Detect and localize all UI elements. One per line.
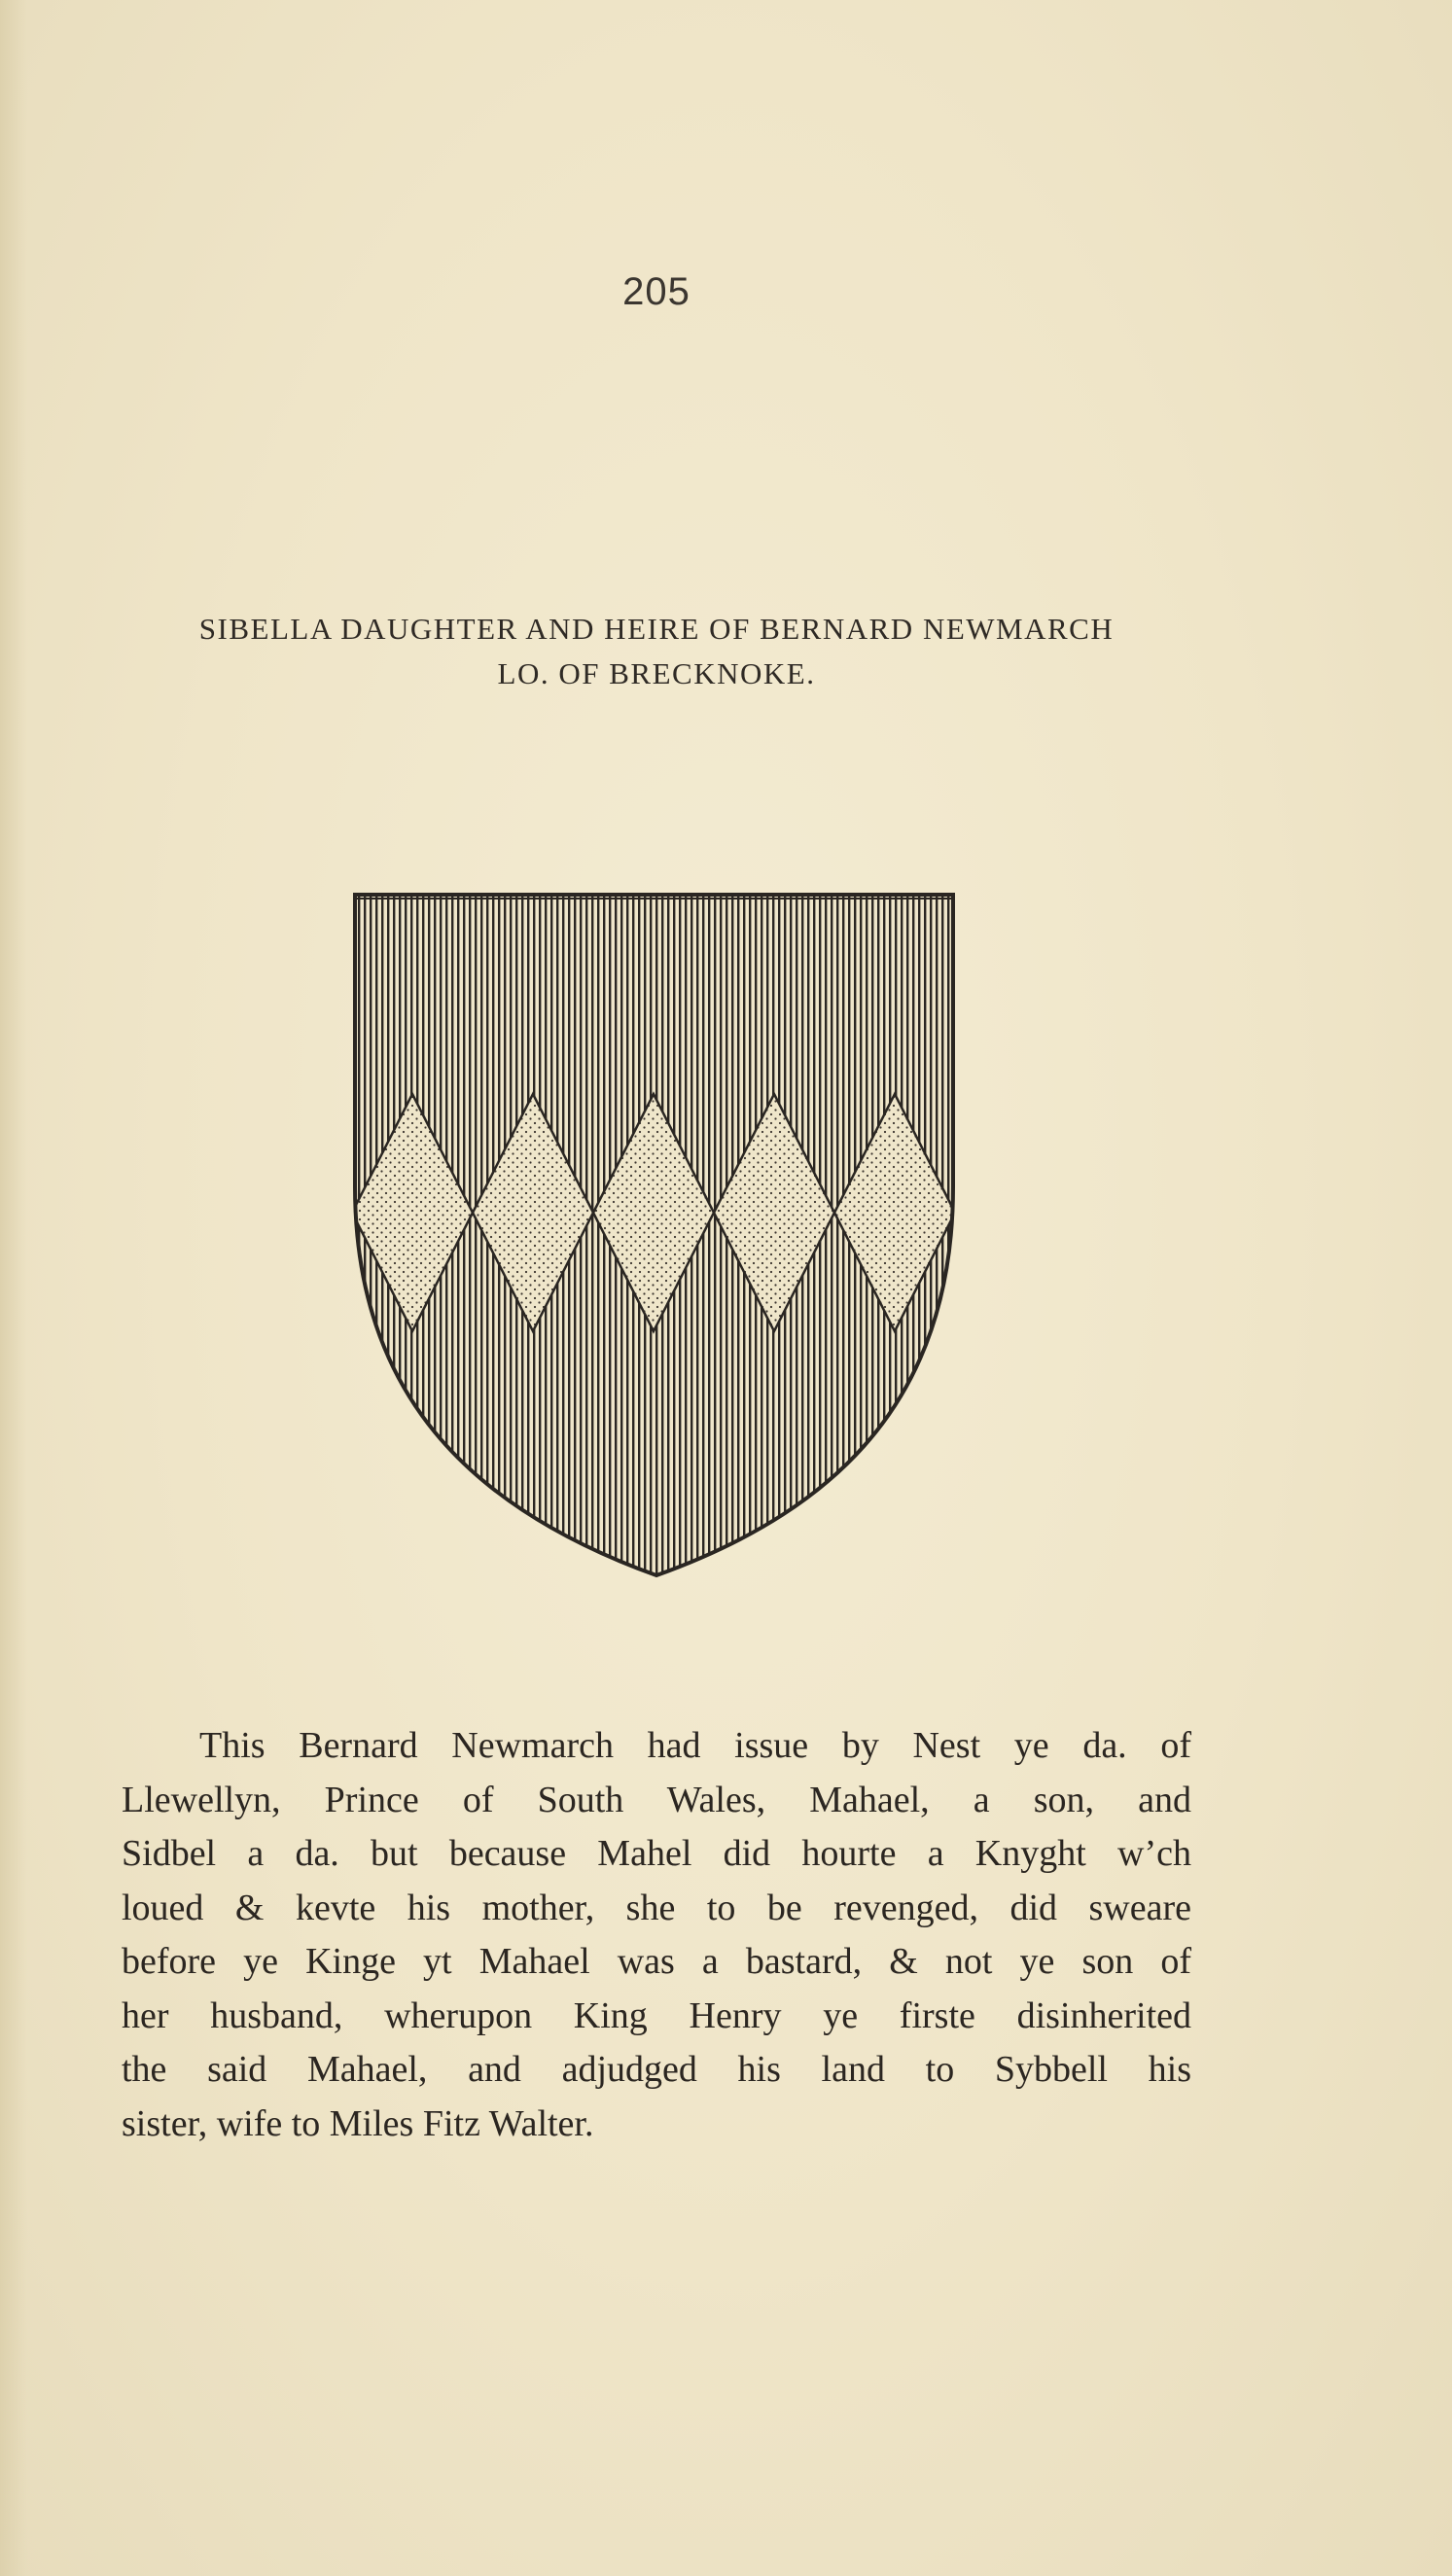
body-line: loued & kevte his mother, she to be revenged, did sweare: [122, 1887, 1191, 1928]
heading-line-2: LO. OF BRECKNOKE.: [497, 656, 816, 690]
body-line: her husband, wherupon King Henry ye firste disinherited: [122, 1994, 1191, 2036]
heading-line-1: SIBELLA DAUGHTER AND HEIRE OF BERNARD NEWMARCH: [198, 612, 1115, 646]
heraldic-shield-icon: [340, 885, 973, 1585]
page-gutter-shadow: [0, 0, 27, 2576]
body-line: the said Mahael, and adjudged his land to Sybbell his: [122, 2049, 1191, 2090]
page-heading: [97, 607, 1216, 696]
body-paragraph: [122, 1719, 1191, 2151]
body-line: This Bernard Newmarch had issue by Nest ye da. of: [199, 1725, 1191, 1766]
page-number: 205: [622, 270, 691, 313]
body-line: sister, wife to Miles Fitz Walter.: [122, 2102, 594, 2144]
body-line: Llewellyn, Prince of South Wales, Mahael, a son, and: [122, 1779, 1191, 1820]
body-line: Sidbel a da. but because Mahel did hourte a Knyght w’ch: [122, 1833, 1191, 1874]
body-line: before ye Kinge yt Mahael was a bastard, & not ye son of: [122, 1941, 1191, 1982]
